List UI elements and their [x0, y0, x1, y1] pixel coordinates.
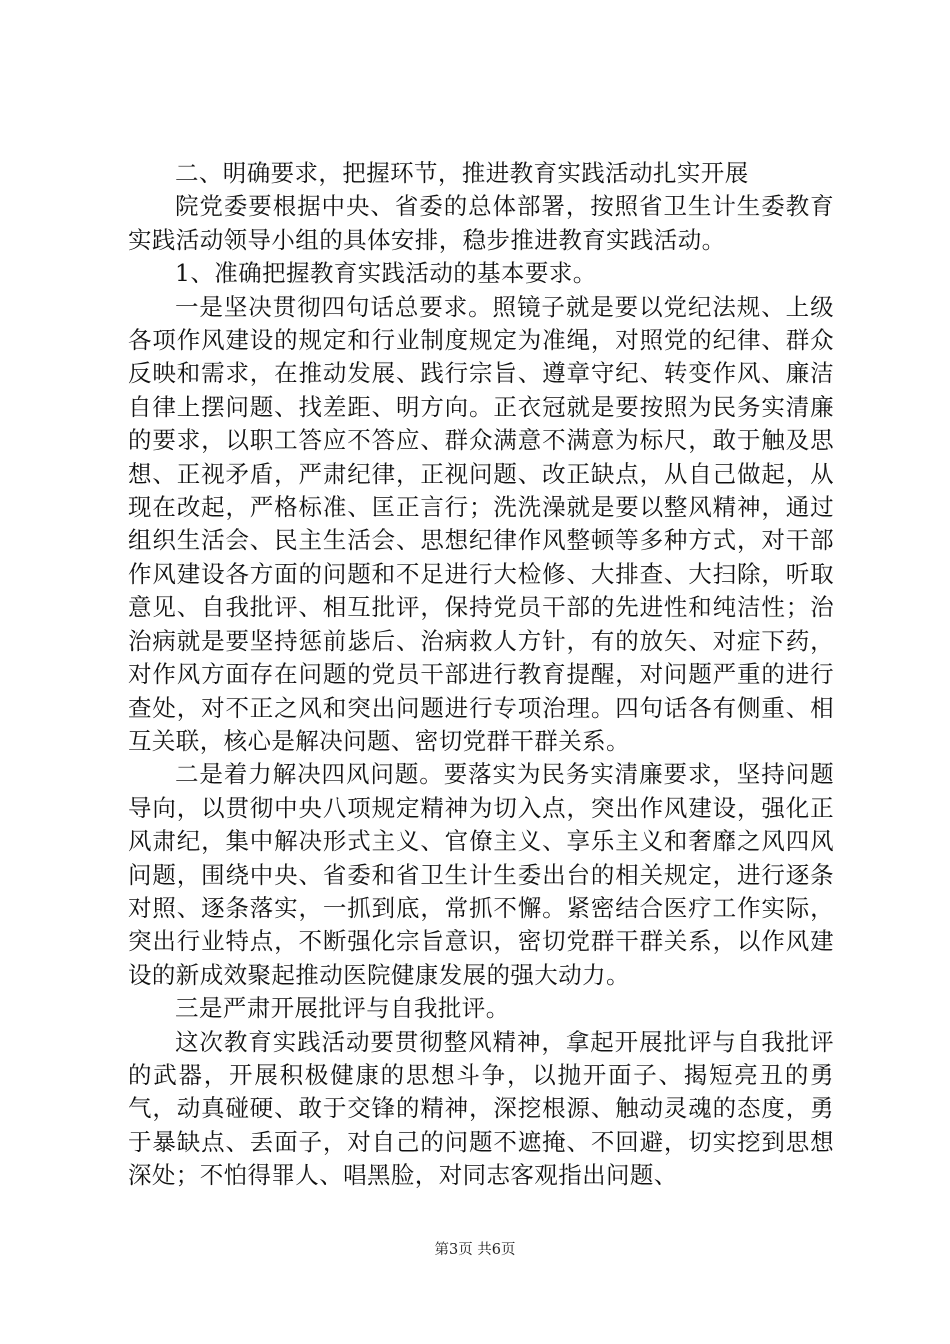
section-heading: 二、明确要求，把握环节，推进教育实践活动扎实开展 — [175, 159, 749, 187]
paragraph: 三是严肃开展批评与自我批评。 — [175, 994, 510, 1023]
document-body — [128, 157, 834, 1193]
paragraph: 这次教育实践活动要贯彻整风精神，拿起开展批评与自我批评的武器，开展积极健康的思想斗争，以抛开面子、揭短亮丑的勇气，动真碰硬、敢于交锋的精神，深挖根源、触动灵魂的态度，勇于暴缺点、丢面子，对自己的问题不遮掩、不回避，切实挖到思想深处；不怕得罪人、唱黑脸，对同志客观指出问题、 — [128, 1027, 834, 1190]
paragraph: 二是着力解决四风问题。要落实为民务实清廉要求，坚持问题导向，以贯彻中央八项规定精神为切入点，突出作风建设，强化正风肃纪，集中解决形式主义、官僚主义、享乐主义和奢靡之风四风问题，围绕中央、省委和省卫生计生委出台的相关规定，进行逐条对照、逐条落实，一抓到底，常抓不懈。紧密结合医疗工作实际，突出行业特点，不断强化宗旨意识，密切党群干群关系，以作风建设的新成效聚起推动医院健康发展的强大动力。 — [128, 760, 834, 989]
paragraph: 一是坚决贯彻四句话总要求。照镜子就是要以党纪法规、上级各项作风建设的规定和行业制度规定为准绳，对照党的纪律、群众反映和需求，在推动发展、践行宗旨、遵章守纪、转变作风、廉洁自律上摆问题、找差距、明方向。正衣冠就是要按照为民务实清廉的要求，以职工答应不答应、群众满意不满意为标尺，敢于触及思想、正视矛盾，严肃纪律，正视问题、改正缺点，从自己做起，从现在改起，严格标准、匡正言行；洗洗澡就是要以整风精神，通过组织生活会、民主生活会、思想纪律作风整顿等多种方式，对干部作风建设各方面的问题和不足进行大检修、大排查、大扫除，听取意见、自我批评、相互批评，保持党员干部的先进性和纯洁性；治治病就是要坚持惩前毖后、治病救人方针，有的放矢、对症下药，对作风方面存在问题的党员干部进行教育提醒，对问题严重的进行查处，对不正之风和突出问题进行专项治理。四句话各有侧重、相互关联，核心是解决问题、密切党群干群关系。 — [128, 292, 834, 755]
page-footer: 第3页 共6页 — [434, 1242, 516, 1258]
subsection-heading: 1、准确把握教育实践活动的基本要求。 — [175, 259, 597, 288]
paragraph: 院党委要根据中央、省委的总体部署，按照省卫生计生委教育实践活动领导小组的具体安排，稳步推进教育实践活动。 — [128, 192, 834, 254]
